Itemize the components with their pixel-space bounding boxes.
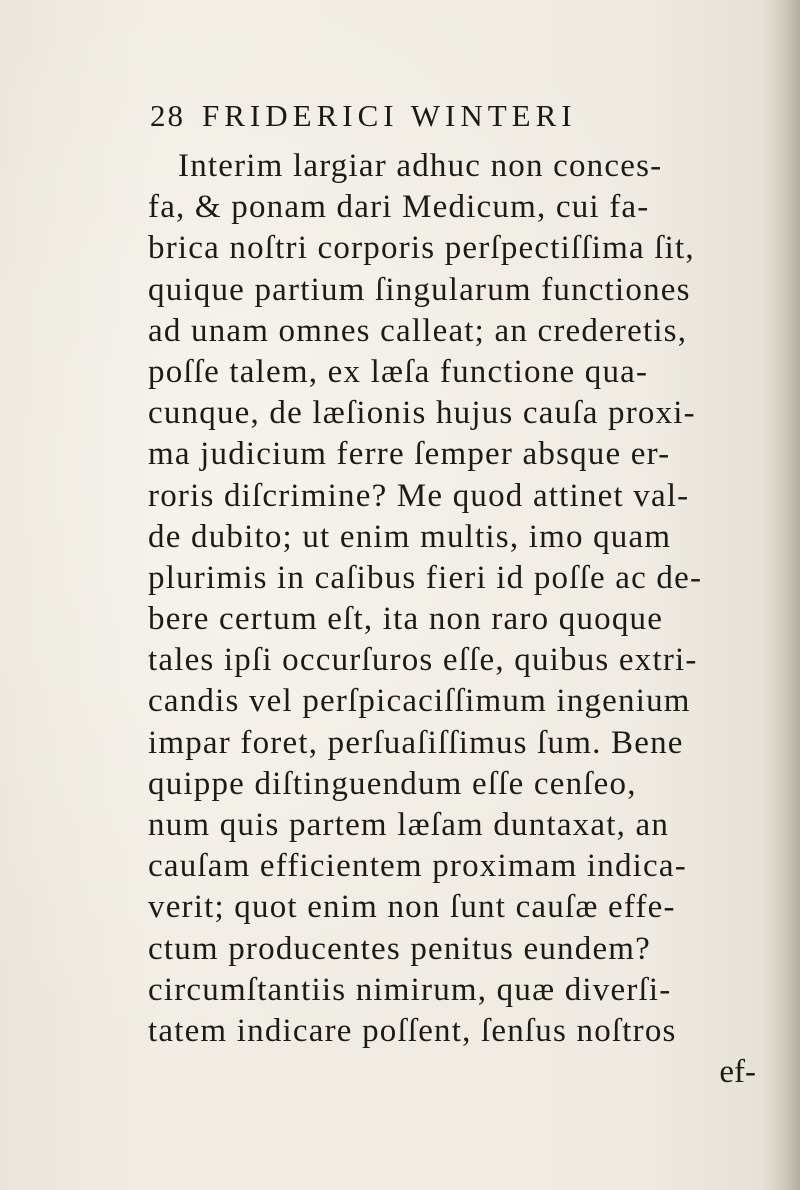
text-line: tatem indicare poſſent, ſenſus noſtros: [148, 1012, 677, 1049]
text-line: ctum producentes penitus eundem?: [148, 930, 652, 967]
text-line: ma judicium ferre ſemper absque er-: [148, 436, 671, 473]
text-line: quique partium ſingularum functiones: [148, 271, 691, 308]
text-line: circumſtantiis nimirum, quæ diverſi-: [148, 971, 672, 1008]
text-line: cauſam efficientem proximam indica-: [148, 848, 687, 885]
text-line: ad unam omnes calleat; an crederetis,: [148, 312, 688, 349]
text-line: brica noſtri corporis perſpectiſſima ſit,: [148, 230, 695, 267]
text-line: cunque, de læſionis hujus cauſa proxi-: [148, 395, 696, 432]
text-line: quippe diſtinguendum eſſe cenſeo,: [148, 765, 637, 802]
running-head: FRIDERICI WINTERI: [202, 98, 577, 133]
text-line: candis vel perſpicaciſſimum ingenium: [148, 683, 691, 720]
text-line: Interim largiar adhuc non conces-: [178, 148, 663, 184]
text-line: de dubito; ut enim multis, imo quam: [148, 518, 672, 555]
text-line: verit; quot enim non ſunt cauſæ effe-: [148, 889, 676, 926]
text-line: plurimis in caſibus fieri id poſſe ac de-: [148, 559, 703, 596]
text-line: num quis partem læſam duntaxat, an: [148, 807, 670, 843]
page-edge-shadow: [762, 0, 800, 1190]
text-line: fa, & ponam dari Medicum, cui fa-: [148, 189, 650, 226]
catchword: ef-: [719, 1054, 756, 1091]
page-header: [150, 98, 750, 142]
text-line: roris diſcrimine? Me quod attinet val-: [148, 477, 690, 514]
text-line: tales ipſi occurſuros eſſe, quibus extri-: [148, 642, 698, 679]
text-line: poſſe talem, ex læſa functione qua-: [148, 353, 649, 390]
body-text: [148, 146, 758, 1093]
text-line: impar foret, perſuaſiſſimus ſum. Bene: [148, 724, 684, 761]
text-line: bere certum eſt, ita non raro quoque: [148, 601, 664, 638]
page-number: 28: [150, 98, 185, 133]
